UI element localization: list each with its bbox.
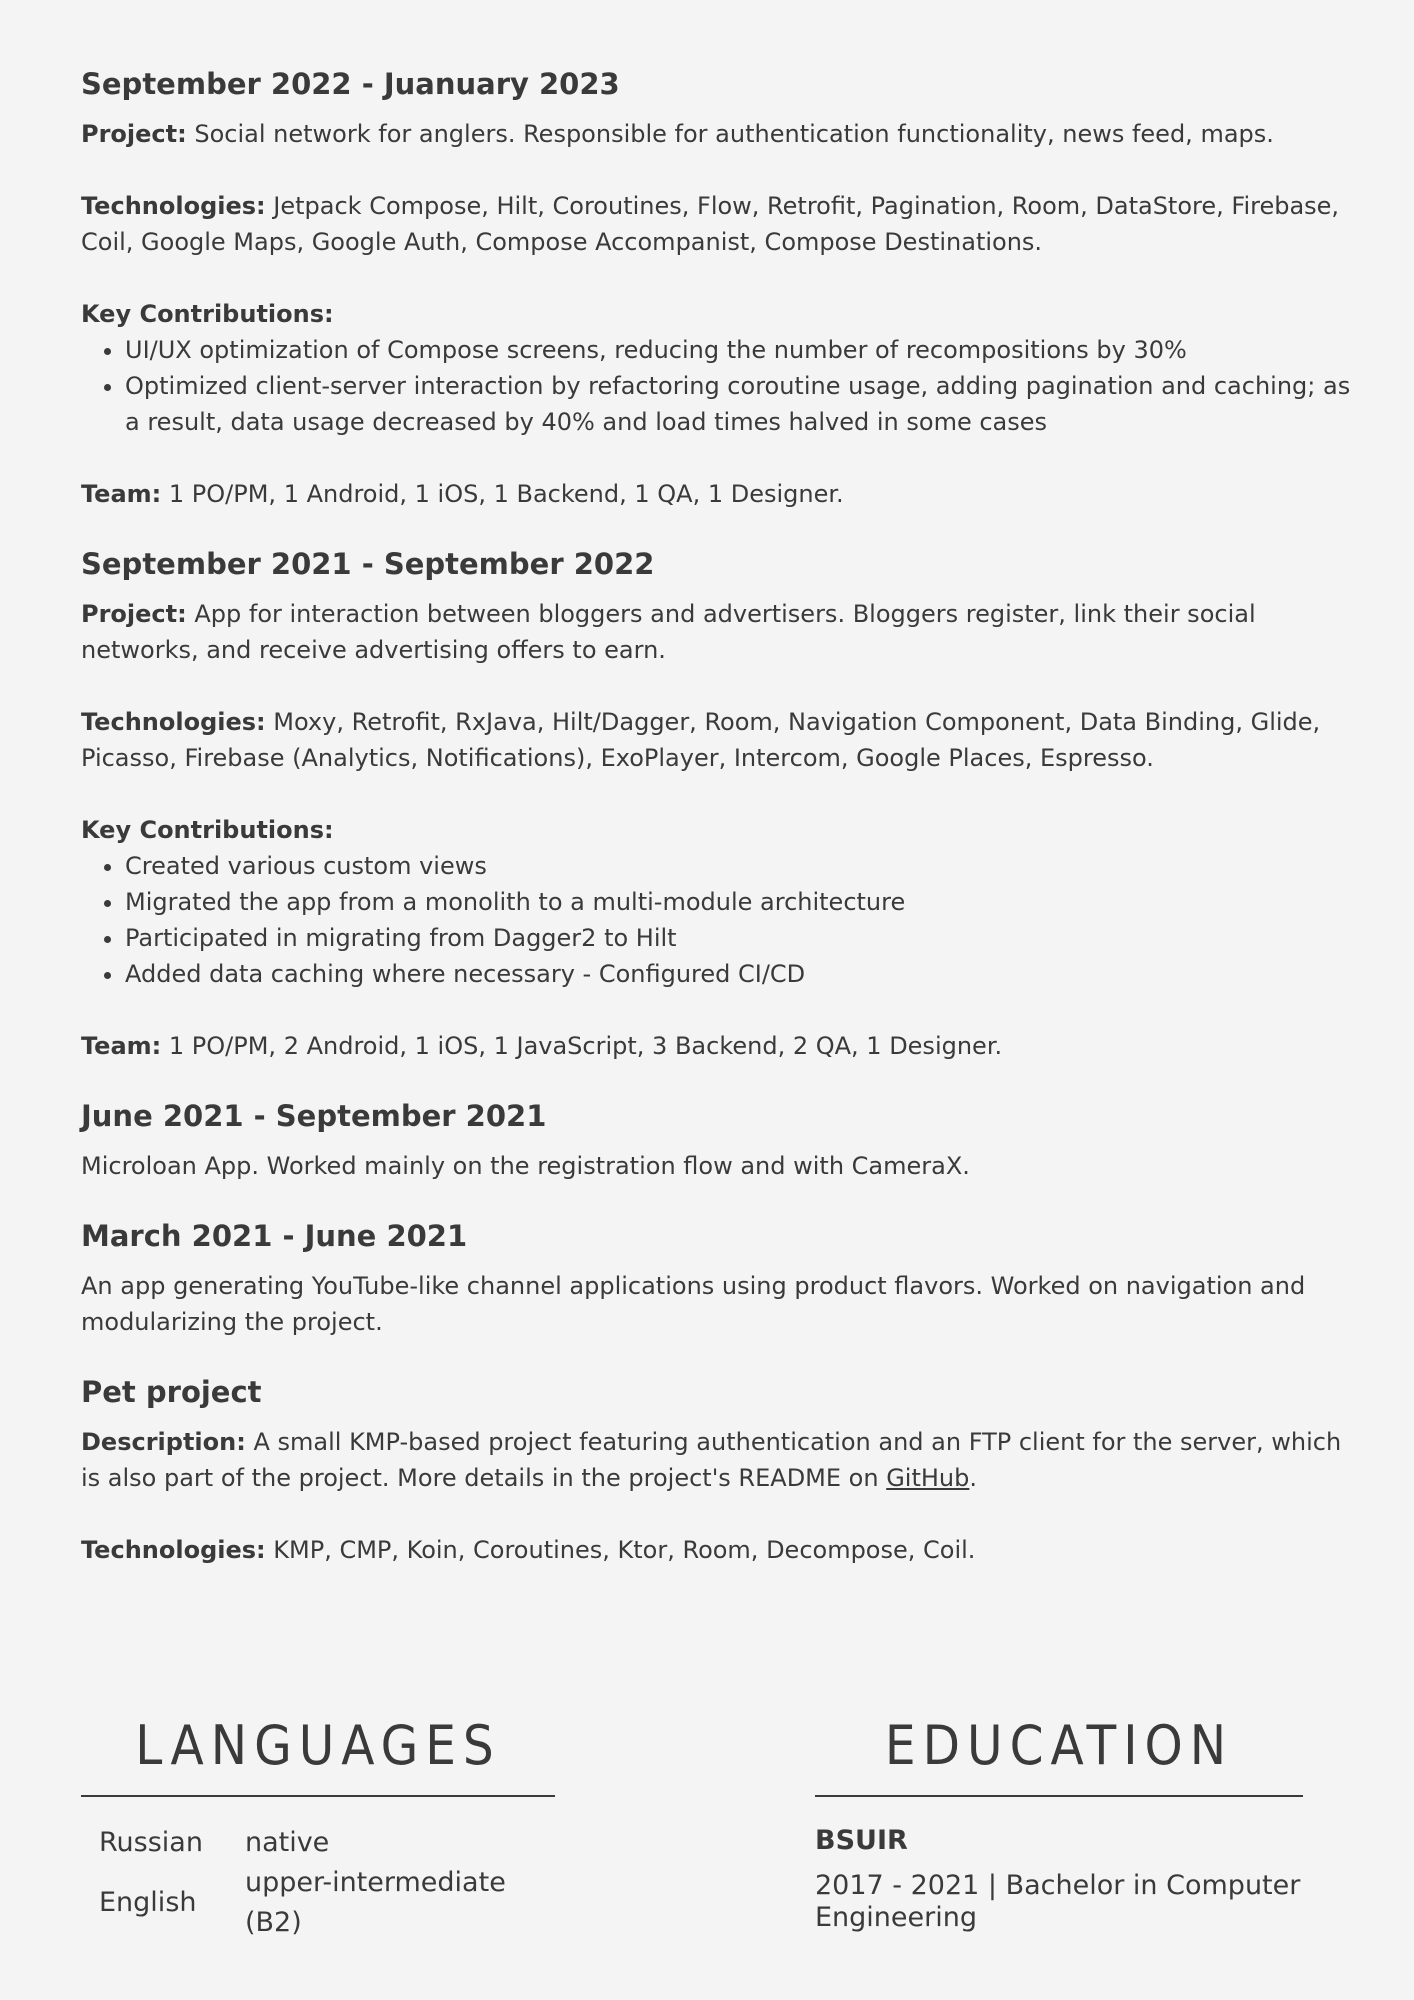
list-item: • Created various custom views [125,848,1351,884]
job-description: An app generating YouTube-like channel applications using product flavors. Worked on navigation and modularizing the project. [81,1272,1306,1336]
contributions-list [81,332,1351,440]
list-item: • Participated in migrating from Dagger2 to Hilt [125,920,1351,956]
job-entry [81,1098,1351,1184]
team-label: Team: [81,480,162,508]
team-text: 1 PO/PM, 2 Android, 1 iOS, 1 JavaScript, 3 Backend, 2 QA, 1 Designer. [168,1032,1003,1060]
contributions-label: Key Contributions: [81,300,334,328]
team-text: 1 PO/PM, 1 Android, 1 iOS, 1 Backend, 1 QA, 1 Designer. [168,480,844,508]
team-label: Team: [81,1032,162,1060]
languages-divider [81,1795,555,1797]
job-technologies [81,188,1351,260]
education-section [815,1714,1303,1934]
experience-section [81,66,1351,1568]
language-name: English [99,1887,197,1918]
list-item: • Migrated the app from a monolith to a multi-module architecture [125,884,1351,920]
table-row [99,1823,555,1863]
contributions-label: Key Contributions: [81,816,334,844]
job-project [81,116,1351,152]
language-level: native [244,1827,330,1858]
pet-technologies [81,1532,1351,1568]
list-item: • Optimized client-server interaction by refactoring coroutine usage, adding pagination and caching; as a result, data usage decreased by 40% and load times halved in some cases [125,368,1351,440]
job-project [81,596,1351,668]
job-entry [81,546,1351,1064]
pet-project [81,1374,1351,1568]
education-school: BSUIR [815,1825,908,1856]
technologies-text: Moxy, Retrofit, RxJava, Hilt/Dagger, Room, Navigation Component, Data Binding, Glide, Picasso, Firebase (Analytics, Notifications), ExoPlayer, Intercom, Google Places, Espresso. [81,708,1321,772]
project-label: Project: [81,600,187,628]
description-text: A small KMP-based project featuring authentication and an FTP client for the server, which is also part of the project. More details in the project's README on [81,1428,1342,1492]
languages-section [81,1714,555,1943]
job-technologies [81,704,1351,776]
technologies-label: Technologies: [81,1536,266,1564]
job-entry [81,66,1351,512]
contributions-list [81,848,1351,992]
job-team [81,476,1351,512]
pet-description: Description: A small KMP-based project featuring authentication and an FTP client for the server, which is also part of the project. More details in the project's README on GitHub. [81,1428,1342,1492]
project-text: Social network for anglers. Responsible for authentication functionality, news feed, maps. [194,120,1274,148]
technologies-text: KMP, CMP, Koin, Coroutines, Ktor, Room, Decompose, Coil. [273,1536,976,1564]
github-link[interactable]: GitHub [886,1464,970,1492]
language-level: upper-intermediate (B2) [244,1867,506,1938]
project-label: Project: [81,120,187,148]
languages-table [99,1823,555,1943]
technologies-label: Technologies: [81,192,266,220]
project-text: App for interaction between bloggers and advertisers. Bloggers register, link their social networks, and receive advertising offers to earn. [81,600,1256,664]
language-name: Russian [99,1827,203,1858]
education-heading: EDUCATION [884,1714,1234,1777]
education-detail: 2017 - 2021 | Bachelor in Computer Engineering [815,1870,1301,1933]
technologies-text: Jetpack Compose, Hilt, Coroutines, Flow, Retrofit, Pagination, Room, DataStore, Firebase, Coil, Google Maps, Google Auth, Compose Accompanist, Compose Destinations. [81,192,1340,256]
pet-project-title: Pet project [81,1375,262,1409]
job-entry [81,1218,1351,1340]
job-date: March 2021 - June 2021 [81,1219,468,1253]
job-date: September 2021 - September 2022 [81,547,655,581]
list-item: • UI/UX optimization of Compose screens, reducing the number of recompositions by 30% [125,332,1351,368]
job-date: September 2022 - Juanuary 2023 [81,67,620,101]
languages-heading: LANGUAGES [135,1714,501,1777]
job-date: June 2021 - September 2021 [81,1099,547,1133]
job-description: Microloan App. Worked mainly on the registration flow and with CameraX. [81,1152,970,1180]
list-item: • Added data caching where necessary - Configured CI/CD [125,956,1351,992]
education-divider [815,1795,1303,1797]
table-row [99,1863,555,1943]
job-team [81,1028,1351,1064]
technologies-label: Technologies: [81,708,266,736]
description-label: Description: [81,1428,246,1456]
